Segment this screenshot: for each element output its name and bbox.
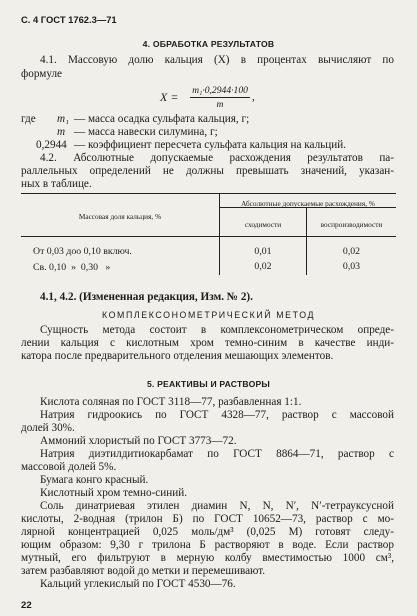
- where-symbol-coef: 0,2944: [36, 139, 67, 151]
- where-text-coef: — коэффициент пересчета сульфата кальция на кальций.: [74, 139, 347, 151]
- reagent-trilon-line-4: ющим образом: 9,30 г трилона Б растворяют в воде. Если раствор: [21, 539, 394, 551]
- paragraph-4-2-line-2: раллельных определений не должны превышать значений, указан-: [21, 165, 394, 177]
- table-row-2-reproducibility: 0,03: [342, 261, 361, 272]
- table-header-tolerance: Абсолютные допускаемые расхождения, %: [241, 199, 375, 208]
- paragraph-4-1-line-1: 4.1. Массовую долю кальция (X) в процентах вычисляют по: [40, 54, 394, 66]
- paragraph-4-2-line-1: 4.2. Абсолютные допускаемые расхождения результатов па-: [40, 152, 394, 164]
- table-row-2-convergence: 0,02: [254, 261, 272, 272]
- reagent-trilon-line-6: затем разбавляют водой до метки и перемешивают.: [21, 565, 266, 577]
- method-line-1: Сущность метода состоит в комплексонометрическом опреде-: [40, 324, 394, 336]
- page-number: 22: [21, 600, 32, 611]
- formula-lhs: X =: [160, 90, 179, 104]
- reagent-sodium-hydroxide-line-2: долей 30%.: [21, 422, 75, 434]
- reagent-carbamate-line-1: Натрия диэтилдитиокарбамат по ГОСТ 8864—71, раствор с: [40, 448, 394, 460]
- table-col-divider-1b: [219, 237, 220, 275]
- formula-denominator: m: [216, 99, 224, 110]
- section-5-title: 5. РЕАКТИВЫ И РАСТВОРЫ: [146, 379, 271, 389]
- table-header-reproducibility: воспроизводимости: [320, 220, 383, 229]
- where-text-m1: — масса осадка сульфата кальция, г;: [74, 113, 250, 125]
- method-line-3: катора после предварительного отделения мешающих элементов.: [21, 350, 334, 362]
- paragraph-4-2-line-3: ных в таблице.: [21, 178, 92, 190]
- method-title: КОМПЛЕКСОНОМЕТРИЧЕСКИЙ МЕТОД: [101, 310, 316, 320]
- table-col-divider-2b: [306, 237, 307, 275]
- reagent-calcium-carbonate: Кальций углекислый по ГОСТ 4530—76.: [40, 578, 236, 590]
- where-prefix: где: [21, 113, 36, 125]
- reagent-hydrochloric-acid: Кислота соляная по ГОСТ 3118—77, разбавленная 1:1.: [40, 396, 302, 408]
- reagent-congo-paper: Бумага конго красный.: [40, 474, 149, 486]
- reagent-trilon-line-2: кислоты, 2-водная (трилон Б) по ГОСТ 10652—73, раствор с мо-: [21, 513, 394, 525]
- table-header-calcium: Массовая доля кальция, %: [78, 212, 162, 221]
- reagent-trilon-line-3: лярной концентрацией 0,025 моль/дм³ (0,025 М) готовят следу-: [21, 526, 394, 538]
- table-header-convergence: сходимости: [244, 220, 282, 229]
- reagent-ammonium-chloride: Аммоний хлористый по ГОСТ 3773—72.: [40, 435, 237, 447]
- formula-numerator: m₁·0,2944·100: [192, 85, 248, 96]
- reagent-trilon-line-5: мутный, его фильтруют в мерную колбу вместимостью 1000 см³,: [21, 552, 394, 564]
- where-text-m: — масса навески силумина, г;: [74, 126, 218, 138]
- paragraph-4-1-line-2: формуле: [21, 68, 62, 80]
- formula-punct: ,: [252, 91, 255, 103]
- method-line-2: лении кальция с кислотным хром темно-синим в качестве инди-: [21, 337, 394, 349]
- where-symbol-m1: m₁: [57, 113, 69, 125]
- table-row-1-convergence: 0,01: [254, 246, 272, 257]
- reagent-trilon-line-1: Соль динатриевая этилен диамин N, N, N′, N′-тетрауксусной: [40, 500, 394, 512]
- table-top-rule: [21, 193, 396, 194]
- table-row-2-range: Св. 0,10 » 0,30 »: [33, 262, 111, 273]
- amendment-note: 4.1, 4.2. (Измененная редакция, Изм. № 2).: [40, 291, 253, 303]
- reagent-sodium-hydroxide-line-1: Натрия гидроокись по ГОСТ 4328—77, раствор с массовой: [40, 409, 394, 421]
- section-4-title: 4. ОБРАБОТКА РЕЗУЛЬТАТОВ: [142, 39, 275, 49]
- reagent-carbamate-line-2: массовой долей 5%.: [21, 461, 117, 473]
- table-row-1-reproducibility: 0,02: [342, 246, 361, 257]
- table-row-1-range: От 0,03 доо 0,10 включ.: [33, 246, 132, 257]
- where-symbol-m: m: [57, 126, 66, 138]
- reagent-chrome-dark-blue: Кислотный хром темно-синий.: [40, 487, 188, 499]
- page-header: С. 4 ГОСТ 1762.3—71: [21, 14, 117, 25]
- table-header-rule: [21, 236, 396, 237]
